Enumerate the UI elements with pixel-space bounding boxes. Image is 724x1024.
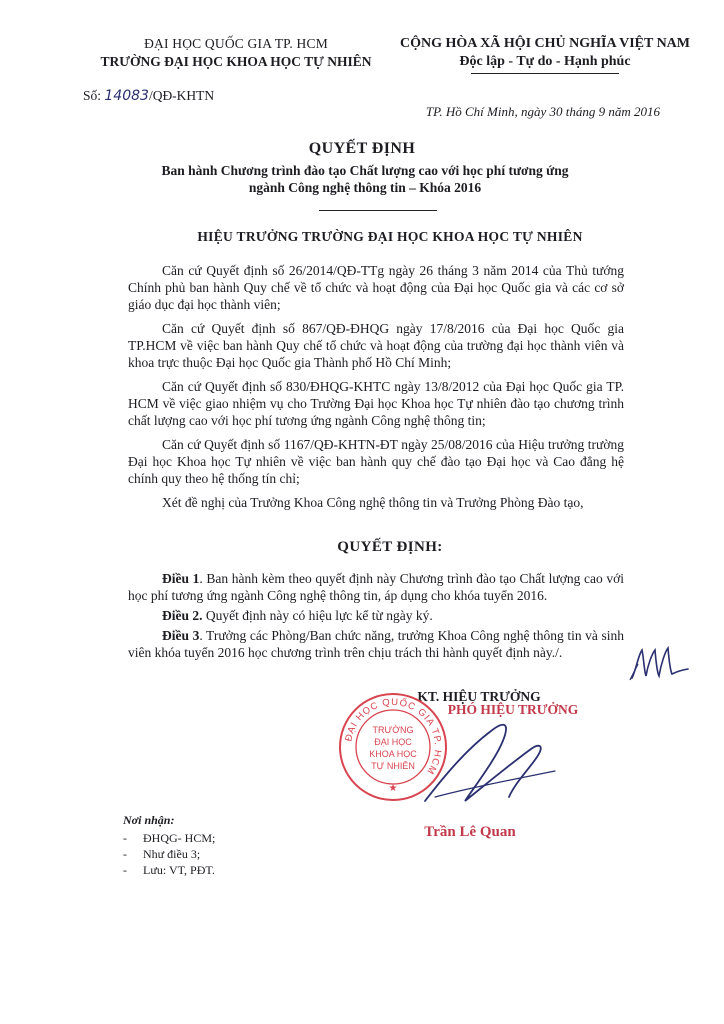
article-text: Trưởng các Phòng/Ban chức năng, trưởng Khoa Công nghệ thông tin và sinh viên khóa tuyển 2016 học chương trình trên chịu trách thi hành quyết định này./.: [128, 628, 625, 660]
article-label: Điều 1: [162, 571, 200, 586]
handwritten-initials: [628, 642, 690, 682]
motto-line-2: Độc lập - Tự do - Hạnh phúc: [459, 54, 631, 69]
article-label: Điều 2.: [162, 608, 203, 623]
article-1: [128, 570, 624, 604]
recipient-item: [123, 830, 215, 846]
recital-paragraph: Căn cứ Quyết định số 26/2014/QĐ-TTg ngày 26 tháng 3 năm 2014 của Thủ tướng Chính phủ ban hành Quy chế về tổ chức và hoạt động của Đại học Quốc gia và các cơ sở giáo dục đại học thành viên;: [128, 263, 624, 312]
handwritten-signature: [405, 705, 575, 820]
doc-number-suffix: /QĐ-KHTN: [148, 88, 215, 103]
national-motto: [380, 36, 710, 74]
recipient-item: [123, 846, 215, 862]
issuing-organization: [76, 36, 396, 70]
document-number: [83, 88, 214, 104]
seal-line-4: TỰ NHIÊN: [371, 761, 415, 771]
recipients-heading: Nơi nhận:: [123, 813, 175, 827]
recitals: [128, 262, 624, 518]
issuing-authority: HIỆU TRƯỞNG TRƯỜNG ĐẠI HỌC KHOA HỌC TỰ NHIÊN: [197, 229, 583, 244]
recital-paragraph: Căn cứ Quyết định số 830/ĐHQG-KHTC ngày 13/8/2012 của Đại học Quốc gia TP. HCM về việc giao nhiệm vụ cho Trường Đại học Khoa học Tự nhiên đào tạo chương trình chất lượng cao với học phí tương ứng ngành Công nghệ thông tin;: [128, 379, 624, 428]
article-separator: .: [199, 628, 207, 643]
article-3: [128, 627, 624, 661]
recital-paragraph: Xét đề nghị của Trưởng Khoa Công nghệ thông tin và Trưởng Phòng Đào tạo,: [162, 495, 584, 510]
article-label: Điều 3: [162, 628, 200, 643]
seal-ring-text: ĐẠI HỌC QUỐC GIA TP. HCM: [343, 696, 444, 777]
article-2: [128, 607, 624, 624]
document-subtitle: [150, 162, 580, 196]
article-text: Quyết định này có hiệu lực kể từ ngày ký.: [205, 608, 433, 623]
document-title: QUYẾT ĐỊNH: [308, 140, 416, 157]
subtitle-divider: [319, 210, 437, 211]
seal-line-2: ĐẠI HỌC: [374, 737, 412, 747]
article-separator: .: [199, 571, 207, 586]
subtitle-line-2: ngành Công nghệ thông tin – Khóa 2016: [248, 180, 482, 195]
recipient-text: Lưu: VT, PĐT.: [143, 863, 215, 877]
recipients-block: [123, 812, 215, 878]
recital-paragraph: Căn cứ Quyết định số 1167/QĐ-KHTN-ĐT ngày 25/08/2016 của Hiệu trưởng trường Đại học Khoa học Tự nhiên về việc ban hành quy chế đào tạo Đại học và Cao đẳng hệ chính quy theo hệ thống tín chỉ;: [128, 437, 624, 486]
date-line: TP. Hồ Chí Minh, ngày 30 tháng 9 năm 2016: [425, 104, 660, 119]
seal-star-icon: ★: [388, 783, 398, 794]
seal-line-3: KHOA HỌC: [369, 749, 417, 759]
org-line-2: TRƯỜNG ĐẠI HỌC KHOA HỌC TỰ NHIÊN: [100, 54, 372, 69]
doc-number-prefix: Số:: [83, 88, 102, 103]
seal-line-1: TRƯỜNG: [372, 725, 414, 735]
recipient-item: [123, 862, 215, 878]
recipient-text: Như điều 3;: [143, 847, 201, 861]
signature-subtitle: PHÓ HIỆU TRƯỞNG: [447, 702, 579, 717]
list-dash: -: [123, 863, 127, 877]
motto-line-1: CỘNG HÒA XÃ HỘI CHỦ NGHĨA VIỆT NAM: [399, 36, 690, 51]
signature-title: KT. HIỆU TRƯỞNG: [417, 689, 541, 704]
article-text: Ban hành kèm theo quyết định này Chương trình đào tạo Chất lượng cao với học phí tương ứng ngành Công nghệ thông tin, áp dụng cho khóa tuyển 2016.: [128, 571, 625, 603]
subtitle-line-1: Ban hành Chương trình đào tạo Chất lượng cao với học phí tương ứng: [161, 163, 569, 178]
motto-underline: [471, 73, 619, 74]
doc-number-handwritten: 14083: [104, 88, 149, 104]
list-dash: -: [123, 831, 127, 845]
signer-name: Trần Lê Quan: [424, 824, 516, 840]
list-dash: -: [123, 847, 127, 861]
decision-heading: QUYẾT ĐỊNH:: [337, 539, 443, 555]
recital-paragraph: Căn cứ Quyết định số 867/QĐ-ĐHQG ngày 17/8/2016 của Đại học Quốc gia TP.HCM về việc ban hành Quy chế tổ chức và hoạt động của trường đại học thành viên và khoa trực thuộc Đại học Quốc gia Thành phố Hồ Chí Minh;: [128, 321, 624, 370]
recipient-text: ĐHQG- HCM;: [143, 831, 216, 845]
articles: [128, 570, 624, 664]
org-line-1: ĐẠI HỌC QUỐC GIA TP. HCM: [144, 36, 328, 51]
